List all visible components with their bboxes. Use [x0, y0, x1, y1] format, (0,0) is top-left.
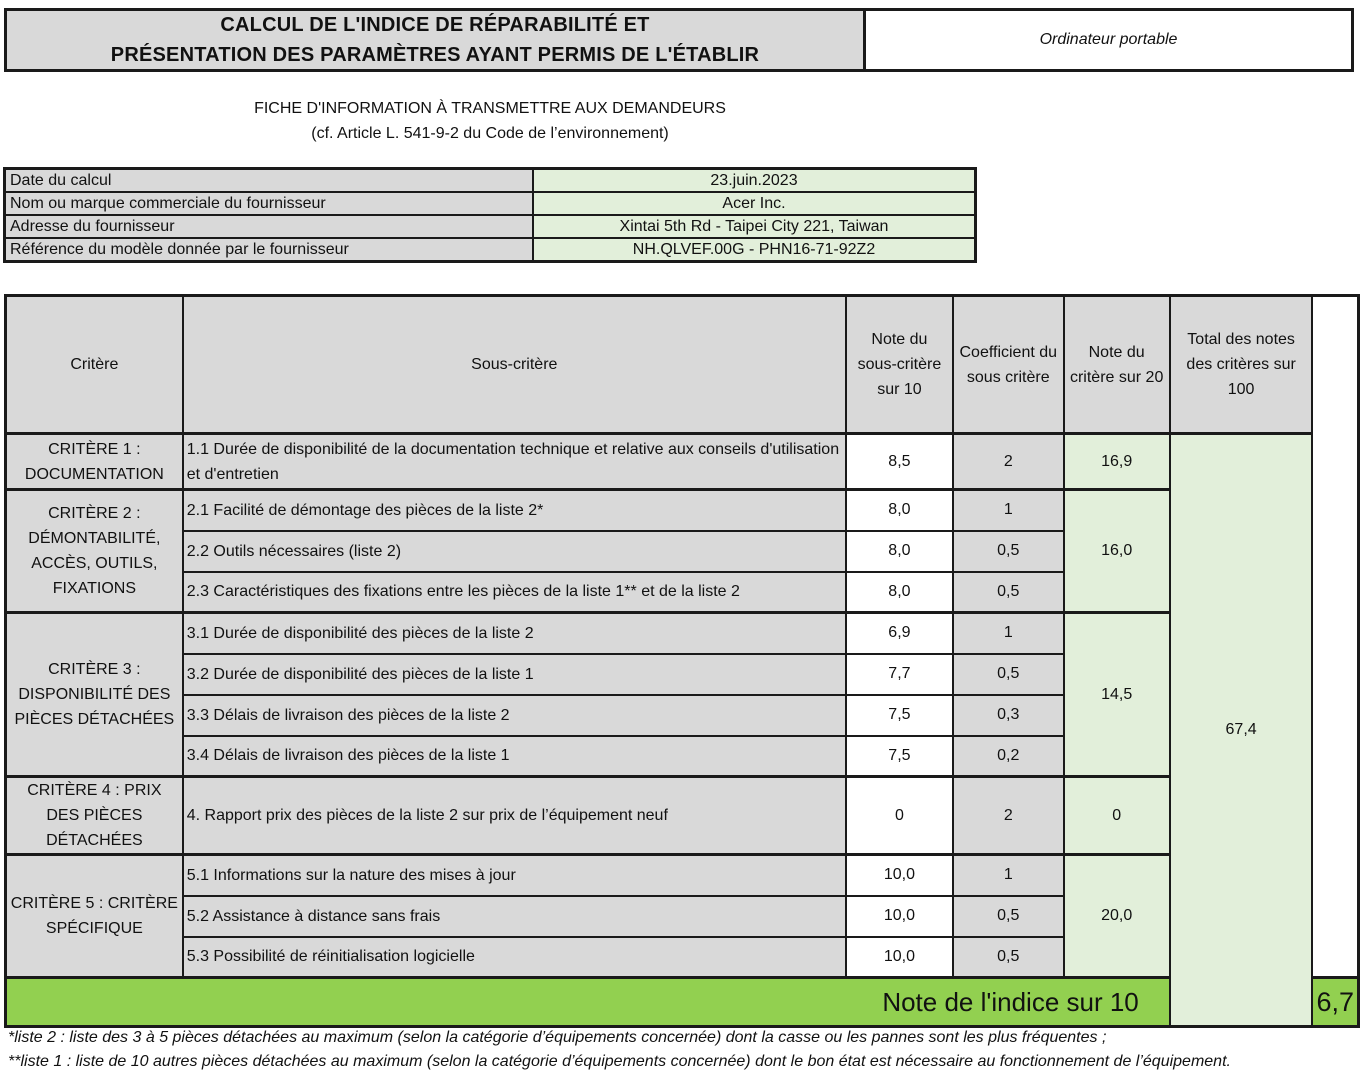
info-row [5, 192, 976, 215]
subcriterion-coef: 0,5 [953, 937, 1064, 978]
criterion-3-name: CRITÈRE 3 : DISPONIBILITÉ DES PIÈCES DÉTACHÉES [6, 613, 183, 777]
info-row [5, 238, 976, 262]
criterion-2-score: 16,0 [1064, 490, 1170, 613]
subcriterion-label: 4. Rapport prix des pièces de la liste 2 sur prix de l’équipement neuf [183, 777, 846, 855]
subcriterion-coef: 0,5 [953, 896, 1064, 937]
info-value: Xintai 5th Rd - Taipei City 221, Taiwan [533, 215, 976, 238]
info-label: Nom ou marque commerciale du fournisseur [5, 192, 534, 215]
subcriterion-note: 7,5 [846, 695, 953, 736]
subcriterion-coef: 0,5 [953, 572, 1064, 613]
subcriterion-coef: 0,5 [953, 531, 1064, 572]
subcriterion-label: 5.3 Possibilité de réinitialisation logicielle [183, 937, 846, 978]
fiche-subtitle [200, 96, 780, 146]
subcriterion-coef: 0,3 [953, 695, 1064, 736]
subcriterion-label: 3.3 Délais de livraison des pièces de la liste 2 [183, 695, 846, 736]
subcriterion-coef: 1 [953, 613, 1064, 654]
title-line-1: CALCUL DE L'INDICE DE RÉPARABILITÉ ET [220, 14, 650, 36]
table-row [6, 613, 1359, 654]
subcriterion-note: 7,5 [846, 736, 953, 777]
subcriterion-coef: 2 [953, 777, 1064, 855]
subcriterion-label: 5.1 Informations sur la nature des mises à jour [183, 855, 846, 896]
col-sous-critere: Sous-critère [183, 296, 846, 434]
table-row [6, 490, 1359, 531]
criterion-4-name: CRITÈRE 4 : PRIX DES PIÈCES DÉTACHÉES [6, 777, 183, 855]
subcriterion-note: 0 [846, 777, 953, 855]
subcriterion-note: 8,5 [846, 434, 953, 490]
fiche-line-2: (cf. Article L. 541-9-2 du Code de l’environnement) [311, 125, 669, 142]
subcriterion-note: 10,0 [846, 896, 953, 937]
subcriterion-coef: 0,5 [953, 654, 1064, 695]
fiche-line-1: FICHE D'INFORMATION À TRANSMETTRE AUX DEMANDEURS [254, 100, 726, 117]
page-title [7, 11, 866, 69]
subcriterion-note: 10,0 [846, 937, 953, 978]
col-critere: Critère [6, 296, 183, 434]
criterion-1-score: 16,9 [1064, 434, 1170, 490]
col-note-critere: Note du critère sur 20 [1064, 296, 1170, 434]
table-row [6, 777, 1359, 855]
header-banner [4, 8, 1354, 72]
subcriterion-label: 3.1 Durée de disponibilité des pièces de la liste 2 [183, 613, 846, 654]
subcriterion-note: 7,7 [846, 654, 953, 695]
table-row [6, 855, 1359, 896]
subcriterion-label: 2.3 Caractéristiques des fixations entre les pièces de la liste 1** et de la liste 2 [183, 572, 846, 613]
info-row [5, 169, 976, 193]
table-header-row [6, 296, 1359, 434]
table-row [6, 434, 1359, 490]
final-score-value: 6,7 [1312, 978, 1358, 1027]
final-score-label: Note de l'indice sur 10 [6, 978, 1170, 1027]
info-value: 23.juin.2023 [533, 169, 976, 193]
subcriterion-note: 8,0 [846, 572, 953, 613]
footnote-liste-2: *liste 2 : liste des 3 à 5 pièces détachées au maximum (selon la catégorie d’équipements concernée) dont la casse ou les pannes sont les plus fréquentes ; [8, 1029, 1107, 1046]
subcriterion-note: 8,0 [846, 490, 953, 531]
subcriterion-note: 6,9 [846, 613, 953, 654]
col-coefficient: Coefficient du sous critère [953, 296, 1064, 434]
final-score-row [6, 978, 1359, 1027]
info-label: Référence du modèle donnée par le fournisseur [5, 238, 534, 262]
criterion-2-name: CRITÈRE 2 : DÉMONTABILITÉ, ACCÈS, OUTILS, FIXATIONS [6, 490, 183, 613]
title-line-2: PRÉSENTATION DES PARAMÈTRES AYANT PERMIS DE L'ÉTABLIR [110, 44, 760, 66]
subcriterion-coef: 2 [953, 434, 1064, 490]
subcriterion-label: 2.1 Facilité de démontage des pièces de la liste 2* [183, 490, 846, 531]
subcriterion-label: 1.1 Durée de disponibilité de la documentation technique et relative aux conseils d'utilisation et d'entretien [183, 434, 846, 490]
total-score: 67,4 [1170, 434, 1313, 1027]
criterion-4-score: 0 [1064, 777, 1170, 855]
criterion-5-score: 20,0 [1064, 855, 1170, 978]
info-value: NH.QLVEF.00G - PHN16-71-92Z2 [533, 238, 976, 262]
subcriterion-note: 10,0 [846, 855, 953, 896]
info-label: Adresse du fournisseur [5, 215, 534, 238]
criterion-5-name: CRITÈRE 5 : CRITÈRE SPÉCIFIQUE [6, 855, 183, 978]
supplier-info-table [3, 167, 977, 263]
subcriterion-label: 2.2 Outils nécessaires (liste 2) [183, 531, 846, 572]
info-row [5, 215, 976, 238]
subcriterion-label: 3.4 Délais de livraison des pièces de la liste 1 [183, 736, 846, 777]
col-note-sous-critere: Note du sous-critère sur 10 [846, 296, 953, 434]
score-table [4, 294, 1360, 1028]
info-label: Date du calcul [5, 169, 534, 193]
subcriterion-label: 3.2 Durée de disponibilité des pièces de la liste 1 [183, 654, 846, 695]
subcriterion-label: 5.2 Assistance à distance sans frais [183, 896, 846, 937]
subcriterion-coef: 0,2 [953, 736, 1064, 777]
footnote-liste-1: **liste 1 : liste de 10 autres pièces détachées au maximum (selon la catégorie d’équipements concernée) dont le bon état est nécessaire au fonctionnement de l’équipement. [8, 1053, 1231, 1070]
product-type: Ordinateur portable [866, 11, 1351, 69]
subcriterion-coef: 1 [953, 490, 1064, 531]
subcriterion-note: 8,0 [846, 531, 953, 572]
criterion-3-score: 14,5 [1064, 613, 1170, 777]
info-value: Acer Inc. [533, 192, 976, 215]
col-total: Total des notes des critères sur 100 [1170, 296, 1313, 434]
subcriterion-coef: 1 [953, 855, 1064, 896]
criterion-1-name: CRITÈRE 1 : DOCUMENTATION [6, 434, 183, 490]
